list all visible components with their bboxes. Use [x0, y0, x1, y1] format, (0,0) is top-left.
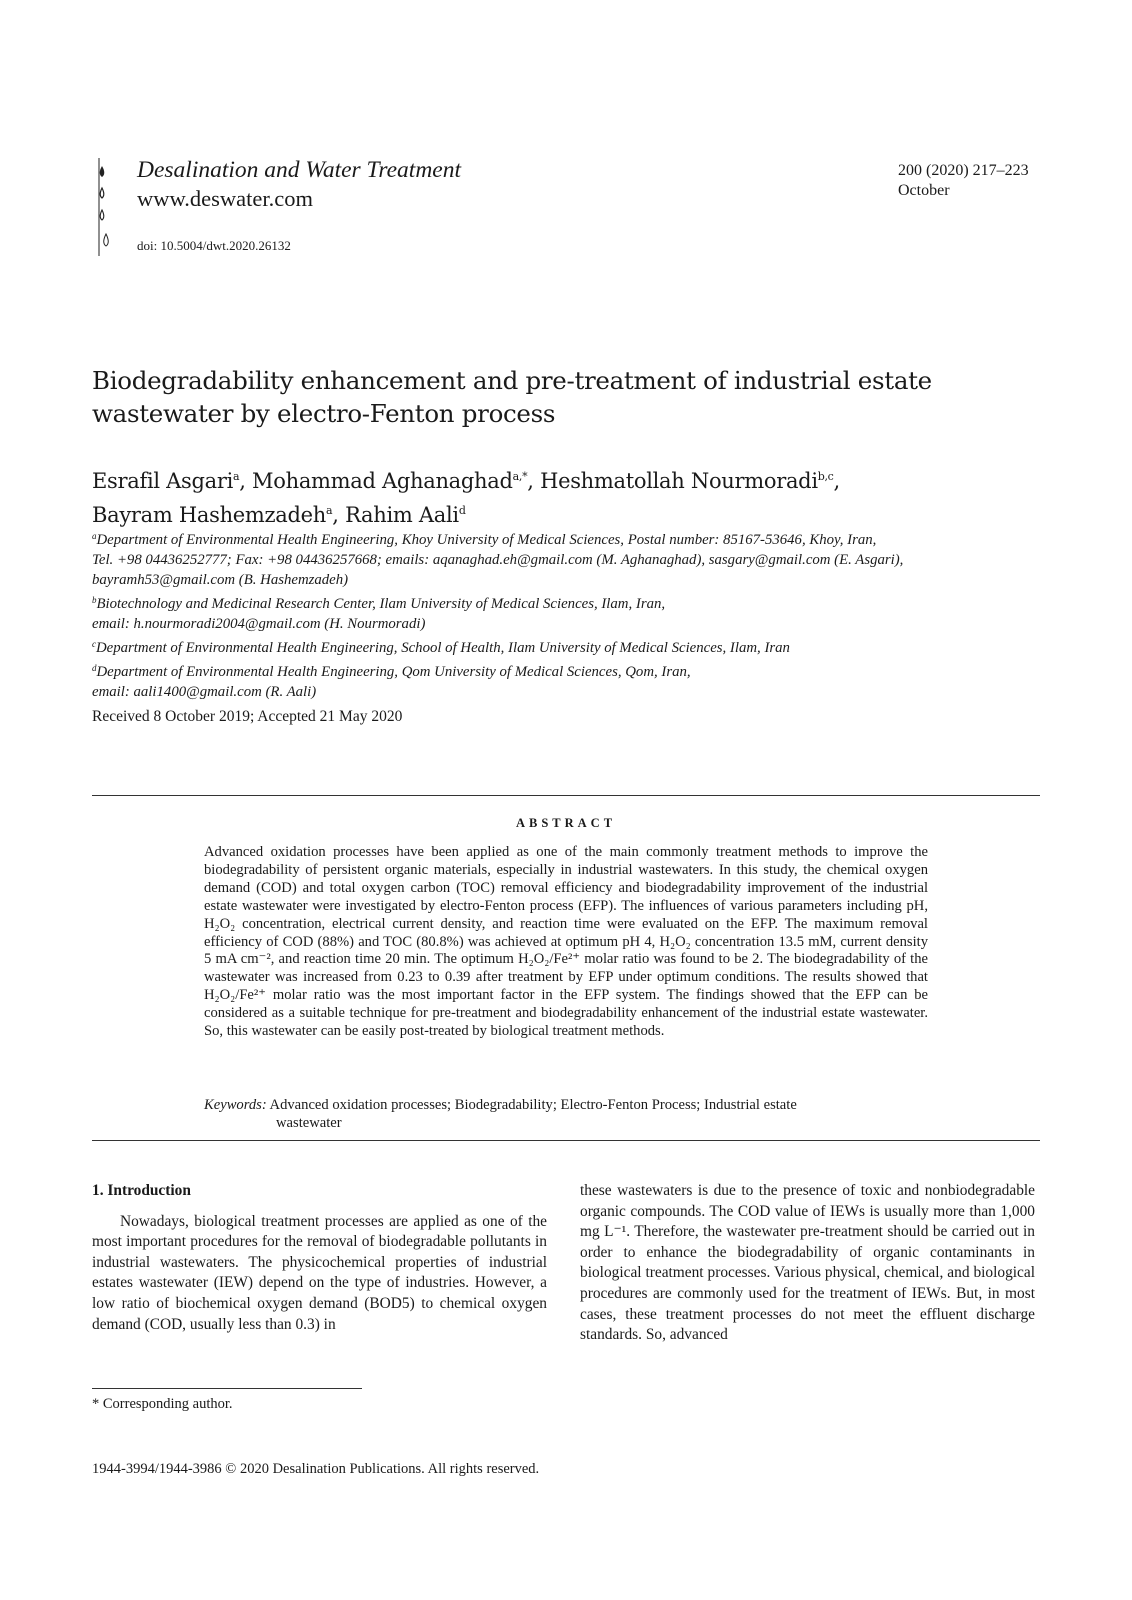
abstract-segment: /Fe²⁺ molar ratio was found to be 2. The biodegradability of the wastewater was increased from 0.23 to 0.39 after treatment by EFP under optimum conditions. The results showed that — [204, 951, 929, 986]
author-affil-mark: d — [458, 504, 466, 517]
author-affil-mark: a,* — [512, 470, 528, 483]
author-affil-mark: a — [326, 504, 333, 517]
journal-title: Desalination and Water Treatment — [137, 157, 461, 183]
abstract-top-rule — [92, 795, 1040, 796]
author-name: Mohammad Aghanaghad — [252, 469, 513, 493]
body-left-column — [92, 1181, 547, 1335]
journal-droplet-logo — [96, 158, 116, 258]
copyright-line: 1944-3994/1944-3986 © 2020 Desalination Publications. All rights reserved. — [92, 1461, 540, 1477]
h2o2-formula: H₂O₂ — [204, 987, 236, 1004]
issue-month: October — [898, 182, 950, 199]
title-line-1: Biodegradability enhancement and pre-treatment of industrial estate — [92, 366, 932, 395]
affil-text: Department of Environmental Health Engineering, School of Health, Ilam University of Medical Sciences, Ilam, Iran — [96, 640, 790, 656]
affil-text: Biotechnology and Medicinal Research Center, Ilam University of Medical Sciences, Ilam, Iran, — [96, 596, 666, 612]
affiliations — [92, 526, 1032, 702]
author-name: Bayram Hashemzadeh — [92, 503, 327, 527]
affil-mark: d — [92, 663, 97, 673]
author-name: Heshmatollah Nourmoradi — [540, 469, 818, 493]
footnote-rule — [92, 1388, 362, 1389]
affiliation-line — [92, 634, 1032, 658]
article-title — [92, 364, 992, 430]
affil-mark: c — [92, 639, 96, 649]
section-heading: 1. Introduction — [92, 1182, 191, 1199]
author-name: Rahim Aali — [345, 503, 459, 527]
keywords-line-2: wastewater — [276, 1115, 342, 1131]
body-right-column — [580, 1181, 1035, 1346]
journal-url[interactable]: www.deswater.com — [137, 186, 313, 211]
h2o2-formula: H₂O₂ — [518, 951, 550, 968]
affiliation-line — [92, 590, 1032, 614]
affiliation-line — [92, 526, 1032, 550]
volume-info — [898, 161, 1029, 201]
abstract-segment: concentration, electrical current density, and reaction time were evaluated on the EFP. The maximum removal efficiency of COD (88%) and TOC (80.8%) was achieved at optimum pH 4, — [204, 915, 928, 950]
volume-pages: 200 (2020) 217–223 — [898, 162, 1029, 179]
abstract-segment: Advanced oxidation processes have been applied as one of the main commonly treatment methods to improve the biodegradability of persistent organic materials, especially in industrial wastewaters. In this study, the chemical oxygen demand (COD) and total oxygen carbon (TOC) removal efficiency and biodegradability improvement of the industrial estate wastewater were investigated by electro-Fenton process (EFP). The influences of various parameters including pH, — [204, 844, 928, 914]
keywords-label: Keywords: — [204, 1097, 267, 1113]
author-affil-mark: a — [233, 470, 240, 483]
h2o2-formula: H₂O₂ — [659, 933, 691, 950]
corresponding-author-footnote: * Corresponding author. — [92, 1396, 233, 1412]
affiliation-line — [92, 658, 1032, 682]
abstract-segment: /Fe²⁺ molar ratio was the most important factor in the EFP system. The findings showed that the EFP can be considered as a suitable technique for pre-treatment and biodegradability enhancement of the industrial estate wastewater. So, this wastewater can be easily post-treated by biological treatment methods. — [204, 987, 928, 1040]
affil-mark: b — [92, 595, 97, 605]
doi: doi: 10.5004/dwt.2020.26132 — [137, 238, 291, 253]
author-name: Esrafil Asgari — [92, 469, 234, 493]
abstract-text — [204, 844, 928, 1041]
intro-paragraph-continued: these wastewaters is due to the presence of toxic and nonbiodegradable organic compounds. The COD value of IEWs is usually more than 1,000 mg L⁻¹. Therefore, the wastewater pre-treatment should be carried out in order to enhance the biodegradability of organic contaminants in biological treatment processes. Various physical, chemical, and biological procedures are commonly used for the treatment of IEWs. But, in most cases, these treatment processes do not meet the effluent discharge standards. So, advanced — [580, 1182, 1035, 1344]
author-list: Esrafil Asgari$^a$, Mohammad Aghanaghad$^{a,*}$, Heshmatollah Nourmoradi$^{b,c}$, Bayram Hashemzadeh$^a$, Rahim Aali$^d$ — [92, 469, 840, 527]
author-affil-mark: b,c — [817, 470, 834, 483]
affil-text: Department of Environmental Health Engineering, Qom University of Medical Sciences, Qom, Iran, — [96, 664, 691, 680]
title-line-2: wastewater by electro-Fenton process — [92, 399, 556, 428]
affiliation-line: email: h.nourmoradi2004@gmail.com (H. Nourmoradi) — [92, 616, 426, 632]
received-accepted-dates: Received 8 October 2019; Accepted 21 May 2020 — [92, 708, 403, 725]
affil-mark: a — [92, 531, 97, 541]
affiliation-line: email: aali1400@gmail.com (R. Aali) — [92, 684, 317, 700]
intro-paragraph: Nowadays, biological treatment processes are applied as one of the most important procedures for the removal of biodegradable pollutants in industrial wastewaters. The physicochemical properties of industrial estates wastewater (IEW) depend on the type of industries. However, a low ratio of biochemical oxygen demand (BOD5) to chemical oxygen demand (COD, usually less than 0.3) in — [92, 1212, 547, 1333]
abstract-heading: ABSTRACT — [515, 816, 617, 830]
keywords — [204, 1096, 928, 1132]
affil-text: Department of Environmental Health Engineering, Khoy University of Medical Sciences, Postal number: 85167-53646, Khoy, Iran, — [96, 532, 877, 548]
h2o2-formula: H₂O₂ — [204, 915, 236, 932]
affiliation-line: bayramh53@gmail.com (B. Hashemzadeh) — [92, 572, 349, 588]
abstract-segment: concentration 13.5 mM, current density 5 mA cm⁻², and reaction time 20 min. The optimum — [204, 933, 929, 968]
keywords-line-1: Advanced oxidation processes; Biodegradability; Electro-Fenton Process; Industrial estate — [269, 1097, 797, 1113]
affiliation-line: Tel. +98 04436252777; Fax: +98 04436257668; emails: aqanaghad.eh@gmail.com (M. Aghanaghad), sasgary@gmail.com (E. Asgari), — [92, 552, 904, 568]
abstract-bottom-rule — [92, 1140, 1040, 1141]
